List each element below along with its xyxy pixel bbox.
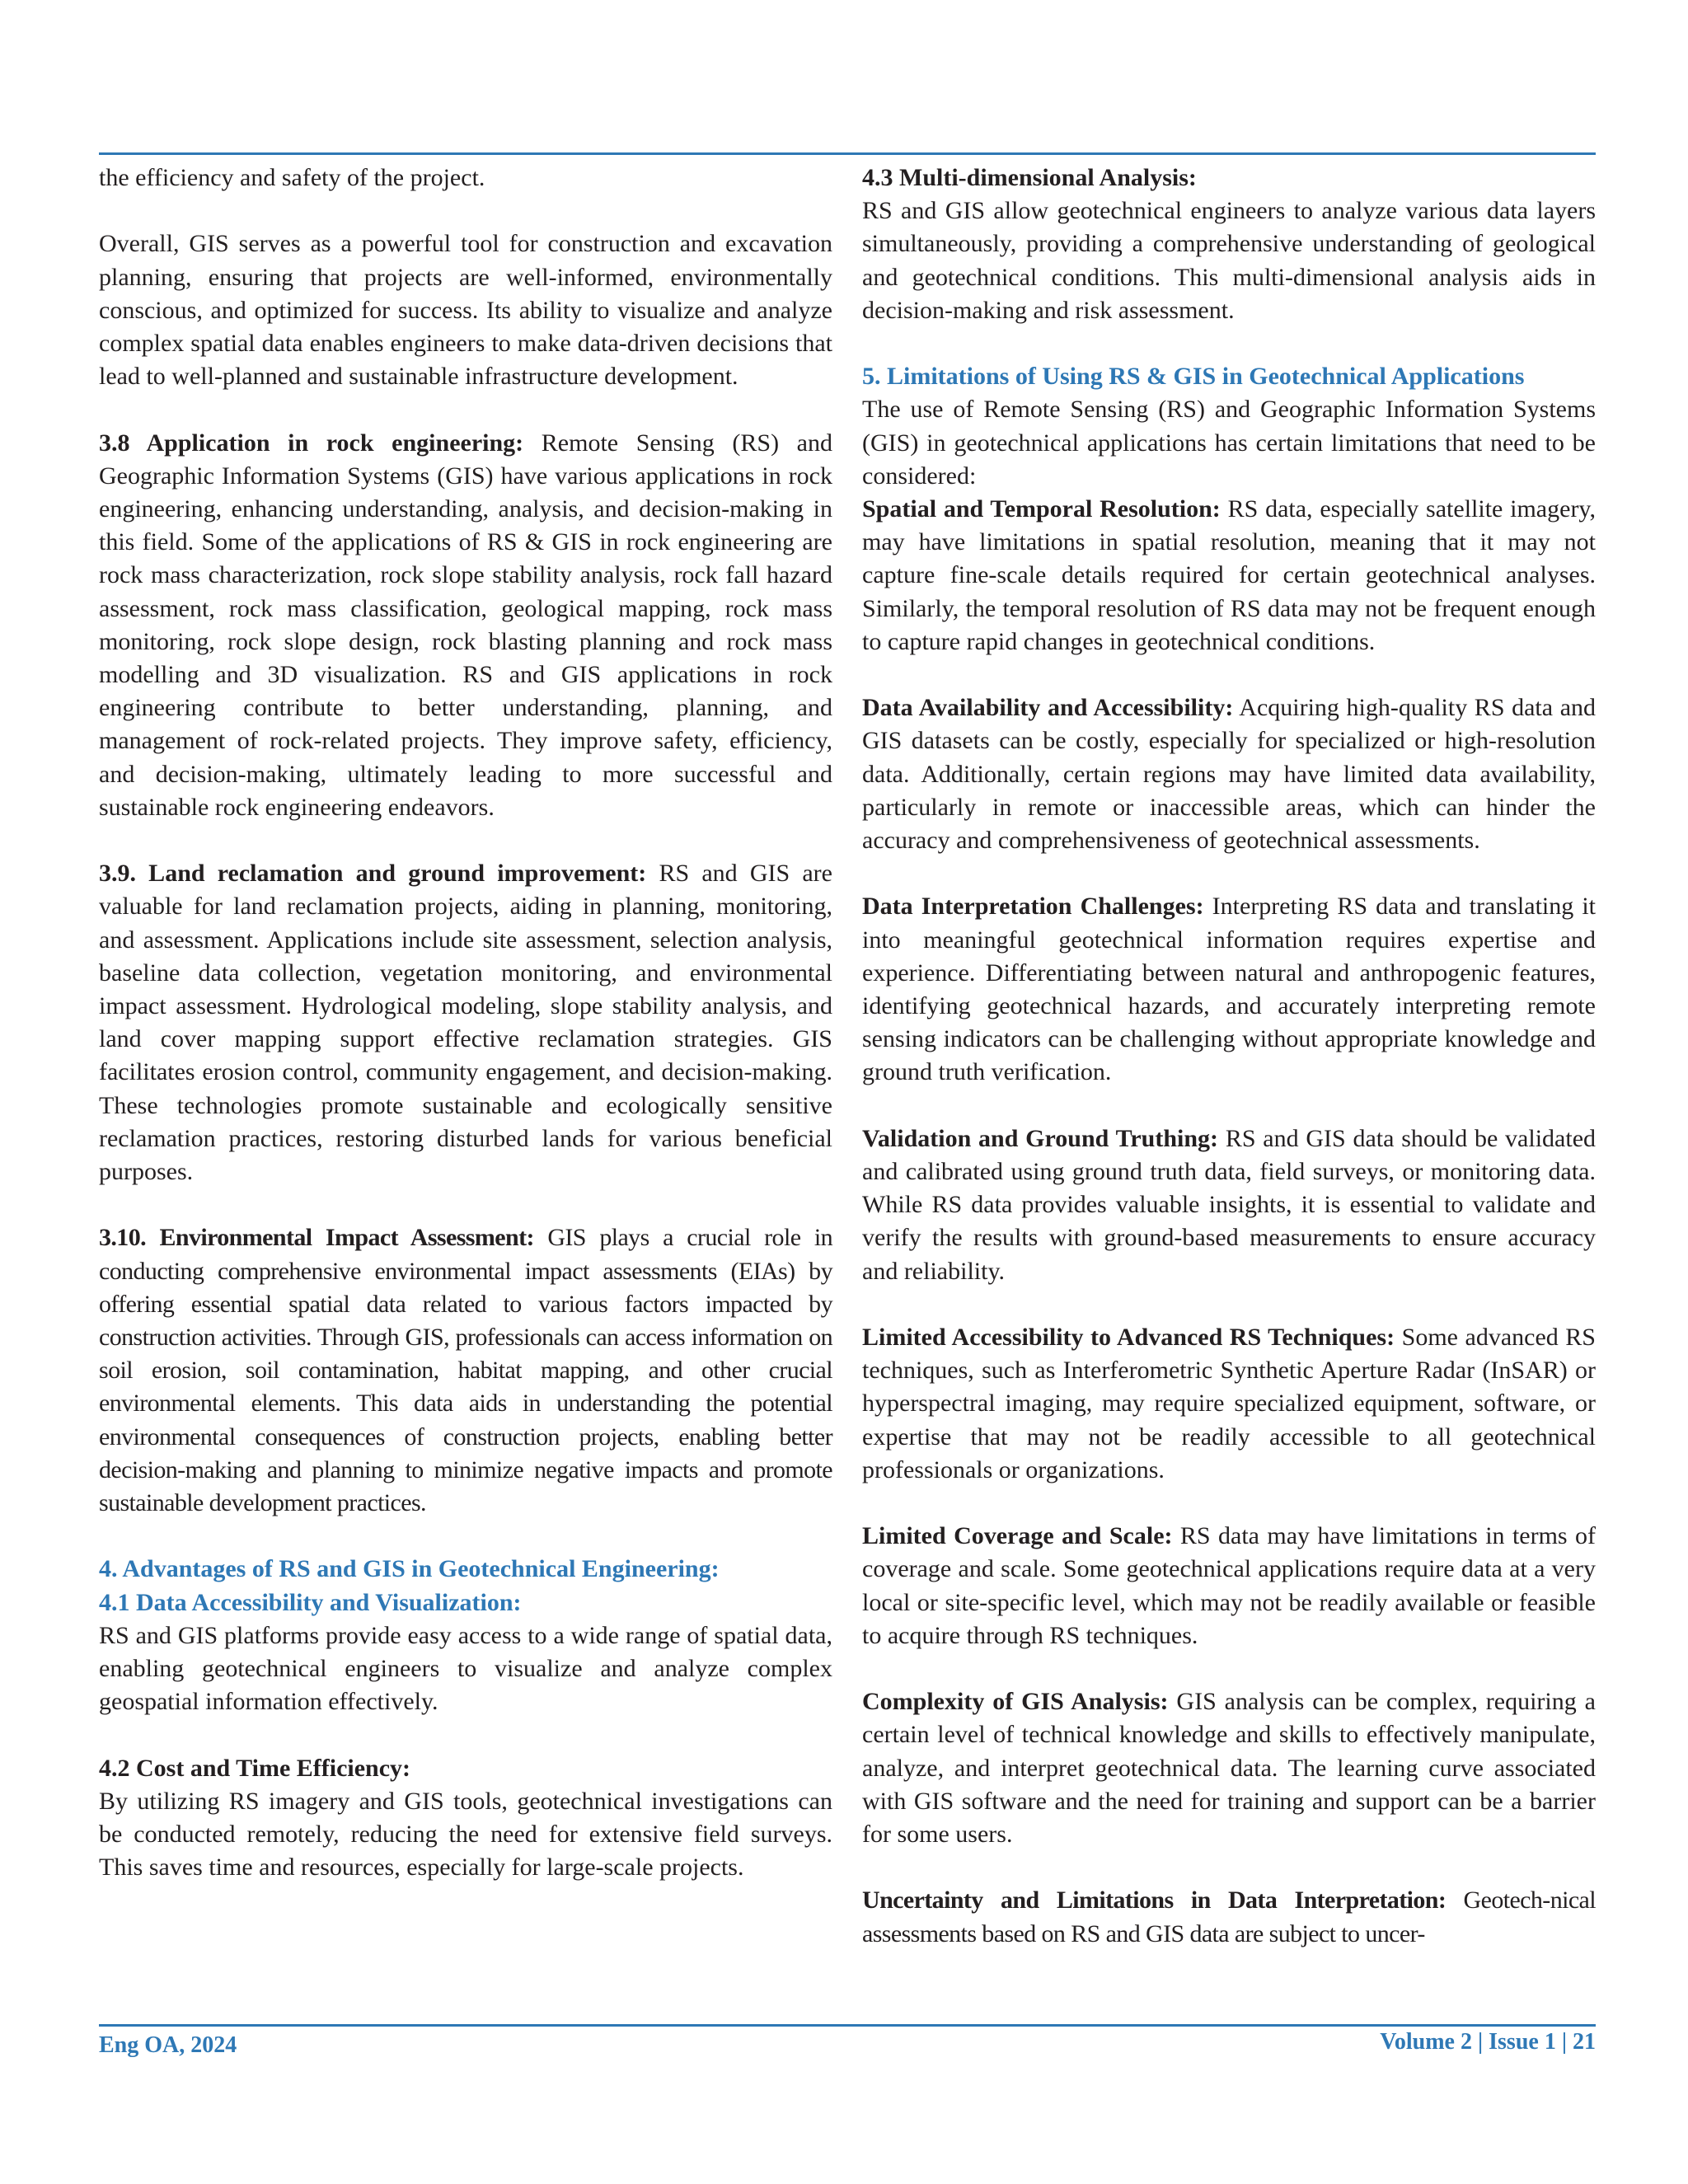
section-3-10-heading: 3.10. Environmental Impact Assessment: — [99, 1224, 534, 1252]
section-4-1-heading: 4.1 Data Accessibility and Visualization: — [99, 1588, 522, 1616]
limitation-heading: Uncertainty and Limitations in Data Interpretation: — [862, 1886, 1447, 1915]
limitation-heading: Spatial and Temporal Resolution: — [862, 495, 1221, 523]
limitation-heading: Limited Coverage and Scale: — [862, 1522, 1173, 1550]
section-3-8 — [99, 427, 832, 824]
limitation-coverage-scale — [862, 1520, 1596, 1652]
limitation-spatial-temporal — [862, 493, 1596, 658]
limitation-body: GIS analysis can be complex, requiring a certain level of technical knowledge and skills to effectively manipulate, analyze, and interpret geotechnical data. The learning curve associated with GIS software and the need for training and support can be a barrier for some users. — [862, 1688, 1596, 1849]
limitation-advanced-rs — [862, 1321, 1596, 1487]
limitation-data-availability — [862, 691, 1596, 857]
right-column — [862, 162, 1596, 1951]
limitation-heading: Data Availability and Accessibility: — [862, 694, 1234, 722]
section-3-9-heading: 3.9. Land reclamation and ground improvement: — [99, 860, 647, 888]
limitation-gis-complexity — [862, 1685, 1596, 1851]
section-3-9 — [99, 857, 832, 1188]
header-rule — [99, 152, 1596, 155]
limitation-body: Acquiring high-quality RS data and GIS datasets can be costly, especially for specialized or high-resolution data. Additionally, certain regions may have limited data availability, particularly in remote or inaccessible areas, which can hinder the accuracy and comprehensiveness of geotechnical assessments. — [862, 694, 1597, 855]
section-4-2-heading: 4.2 Cost and Time Efficiency: — [99, 1754, 411, 1782]
limitation-heading: Complexity of GIS Analysis: — [862, 1688, 1169, 1716]
paragraph-continuation: the efficiency and safety of the project. — [99, 164, 485, 191]
limitation-body: RS and GIS data should be validated and calibrated using ground truth data, field surveys, or monitoring data. While RS data provides valuable insights, it is essential to validate and verify the results with ground-based measurements to ensure accuracy and reliability. — [862, 1124, 1597, 1285]
limitation-body: RS data, especially satellite imagery, may have limitations in spatial resolution, meaning that it may not capture fine-scale details required for certain geotechnical analyses. Similarly, the temporal resolution of RS data may not be frequent enough to capture rapid changes in geotechnical conditions. — [862, 495, 1596, 655]
left-column — [99, 162, 832, 1884]
section-5-heading: 5. Limitations of Using RS & GIS in Geotechnical Applications — [862, 363, 1525, 391]
section-3-8-heading: 3.8 Application in rock engineering: — [99, 429, 524, 457]
limitation-heading: Validation and Ground Truthing: — [862, 1124, 1219, 1152]
limitation-body: RS data may have limitations in terms of coverage and scale. Some geotechnical applications require data at a very local or site-specific level, which may not be readily available or feasible to acquire through RS techniques. — [862, 1522, 1596, 1649]
limitation-validation — [862, 1122, 1596, 1288]
section-3-9-body: RS and GIS are valuable for land reclamation projects, aiding in planning, monitoring, and assessment. Applications include site assessment, selection analysis, baseline data collection, vegetation monitoring, and environmental impact assessment. Hydrological modeling, slope stability analysis, and land cover mapping support effective reclamation strategies. GIS facilitates erosion control, community engagement, and decision-making. These technologies promote sustainable and ecologically sensitive reclamation practices, restoring disturbed lands for various beneficial purposes. — [99, 860, 832, 1186]
section-4-2-body: By utilizing RS imagery and GIS tools, geotechnical investigations can be conducted remotely, reducing the need for extensive field surveys. This saves time and resources, especially for large-scale projects. — [99, 1787, 832, 1882]
limitation-body: Interpreting RS data and translating it into meaningful geotechnical information requires expertise and experience. Differentiating between natural and anthropogenic features, identifying geotechnical hazards, and accurately interpreting remote sensing indicators can be challenging without appropriate knowledge and ground truth verification. — [862, 893, 1596, 1086]
limitation-body: Geotech-nical assessments based on RS and GIS data are subject to uncer- — [862, 1886, 1596, 1947]
limitation-body: Some advanced RS techniques, such as Interferometric Synthetic Aperture Radar (InSAR) or hyperspectral imaging, may require specialized equipment, software, or expertise that may not be readily accessible to all geotechnical professionals or organizations. — [862, 1324, 1596, 1483]
footer-journal: Eng OA, 2024 — [99, 2032, 237, 2058]
limitation-heading: Data Interpretation Challenges: — [862, 893, 1204, 921]
limitation-uncertainty — [862, 1884, 1596, 1950]
footer-rule — [99, 2024, 1596, 2027]
section-3-8-body: Remote Sensing (RS) and Geographic Information Systems (GIS) have various applications in rock engineering, enhancing understanding, analysis, and decision-making in this field. Some of the applications of RS & GIS in rock engineering are rock mass characterization, rock slope stability analysis, rock fall hazard assessment, rock mass classification, geological mapping, rock mass monitoring, rock slope design, rock blasting planning and rock mass modelling and 3D visualization. RS and GIS applications in rock engineering contribute to better understanding, planning, and management of rock-related projects. They improve safety, efficiency, and decision-making, ultimately leading to more successful and sustainable rock engineering endeavors. — [99, 429, 832, 821]
limitation-heading: Limited Accessibility to Advanced RS Techniques: — [862, 1324, 1395, 1352]
section-4-heading: 4. Advantages of RS and GIS in Geotechnical Engineering: — [99, 1555, 720, 1583]
section-3-10 — [99, 1221, 832, 1520]
section-4-3-heading: 4.3 Multi-dimensional Analysis: — [862, 164, 1197, 191]
paragraph-gis-summary: Overall, GIS serves as a powerful tool for construction and excavation planning, ensuring that projects are well-informed, environmentally conscious, and optimized for success. Its ability to visualize and analyze complex spatial data enables engineers to make data-driven decisions that lead to well-planned and sustainable infrastructure development. — [99, 230, 832, 391]
section-5-intro: The use of Remote Sensing (RS) and Geographic Information Systems (GIS) in geotechnical applications has certain limitations that need to be considered: — [862, 396, 1596, 490]
section-4-3-body: RS and GIS allow geotechnical engineers to analyze various data layers simultaneously, providing a comprehensive understanding of geological and geotechnical conditions. This multi-dimensional analysis aids in decision-making and risk assessment. — [862, 197, 1596, 324]
section-3-10-body: GIS plays a crucial role in conducting comprehensive environmental impact assessments (EIAs) by offering essential spatial data related to various factors impacted by construction activities. Through GIS, professionals can access information on soil erosion, soil contamination, habitat mapping, and other crucial environmental elements. This data aids in understanding the potential environmental consequences of construction projects, enabling better decision-making and planning to minimize negative impacts and promote sustainable development practices. — [99, 1224, 833, 1517]
footer-volume-page: Volume 2 | Issue 1 | 21 — [1380, 2029, 1596, 2055]
section-4-1-body: RS and GIS platforms provide easy access to a wide range of spatial data, enabling geotechnical engineers to visualize and analyze complex geospatial information effectively. — [99, 1621, 832, 1716]
limitation-interpretation — [862, 890, 1596, 1089]
